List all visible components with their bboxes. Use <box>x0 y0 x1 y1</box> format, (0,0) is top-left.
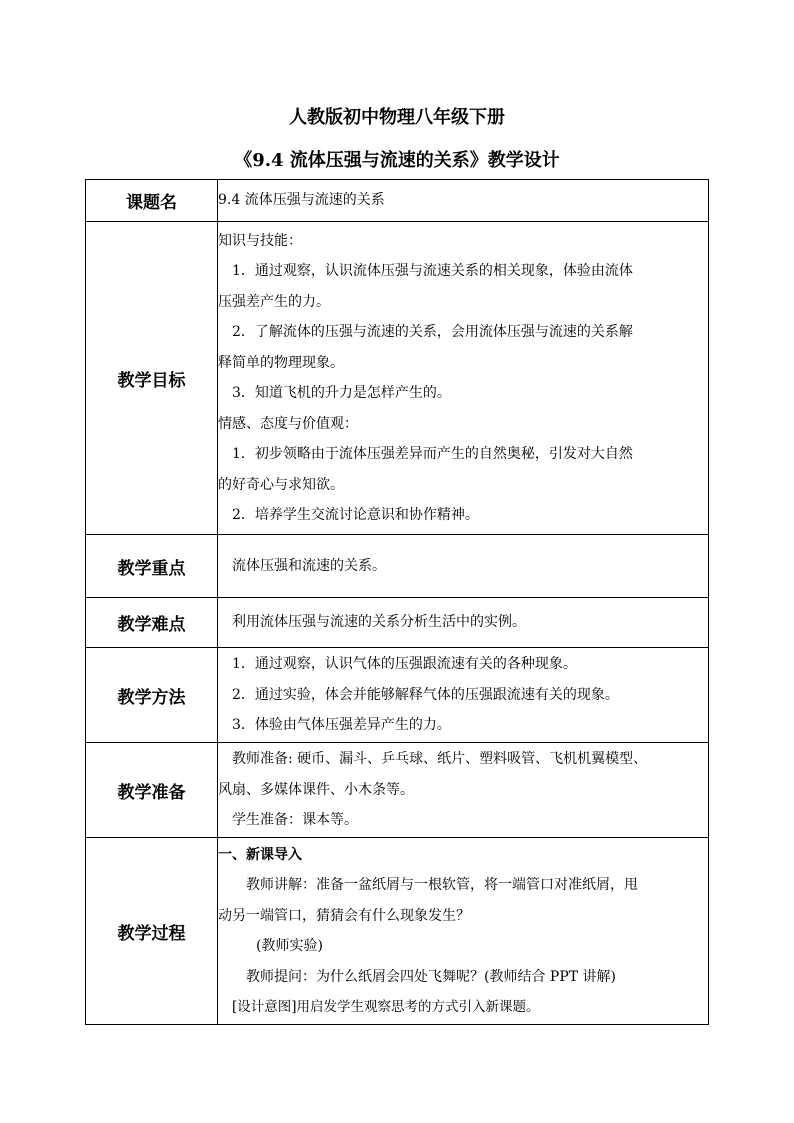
lesson-plan-table <box>85 179 709 1025</box>
row-content-key-point <box>218 535 709 598</box>
table-row-difficulty <box>86 598 709 648</box>
goal-line: 情感、态度与价值观： <box>218 415 358 432</box>
table-row-methods <box>86 648 709 743</box>
row-label-key-point: 教学重点 <box>86 535 218 598</box>
goal-line: 压强差产生的力。 <box>218 293 330 310</box>
preparation-line: 风扇、多媒体课件、小木条等。 <box>218 781 414 798</box>
row-label-process: 教学过程 <box>86 838 218 1025</box>
row-label-methods: 教学方法 <box>86 648 218 743</box>
table-row-topic <box>86 180 709 222</box>
table-row-goals <box>86 222 709 535</box>
topic-text: 9.4 流体压强与流速的关系 <box>218 192 385 209</box>
goal-line: 1．初步领略由于流体压强差异而产生的自然奥秘，引发对大自然 <box>232 446 633 462</box>
process-line: (教师实验) <box>256 938 323 954</box>
document-subtitle: 《9.4 流体压强与流速的关系》教学设计 <box>234 150 560 171</box>
table-row-preparation <box>86 743 709 838</box>
row-content-methods <box>218 648 709 743</box>
key-point-text: 流体压强和流速的关系。 <box>232 557 386 574</box>
row-content-topic <box>218 180 709 222</box>
process-line: 动另一端管口，猜猜会有什么现象发生？ <box>218 907 470 924</box>
goal-line: 2．了解流体的压强与流速的关系，会用流体压强与流速的关系解 <box>232 324 633 340</box>
method-line: 3．体验由气体压强差异产生的力。 <box>232 717 451 734</box>
row-content-process <box>218 838 709 1025</box>
goal-line: 知识与技能： <box>218 232 302 249</box>
method-line: 2．通过实验，体会并能够解释气体的压强跟流速有关的现象。 <box>232 686 619 703</box>
preparation-line: 教师准备: 硬币、漏斗、乒乓球、纸片、塑料吸管、飞机机翼模型、 <box>232 751 648 768</box>
design-intent-note: [设计意图]用启发学生观察思考的方式引入新课题。 <box>232 999 540 1015</box>
process-section-heading: 一、新课导入 <box>218 846 302 863</box>
row-label-goals: 教学目标 <box>86 222 218 535</box>
table-row-process <box>86 838 709 1025</box>
goal-line: 1．通过观察，认识流体压强与流速关系的相关现象，体验由流体 <box>232 263 633 279</box>
row-content-difficulty <box>218 598 709 648</box>
row-content-goals <box>218 222 709 535</box>
preparation-line: 学生准备：课本等。 <box>232 812 358 829</box>
row-label-topic: 课题名 <box>86 180 218 222</box>
document-title: 人教版初中物理八年级下册 <box>289 107 505 128</box>
difficulty-text: 利用流体压强与流速的关系分析生活中的实例。 <box>232 614 526 631</box>
goal-line: 2．培养学生交流讨论意识和协作精神。 <box>232 507 479 523</box>
table-row-key-point <box>86 535 709 598</box>
row-label-preparation: 教学准备 <box>86 743 218 838</box>
goal-line: 3．知道飞机的升力是怎样产生的。 <box>232 385 451 401</box>
goal-line: 的好奇心与求知欲。 <box>218 476 344 493</box>
process-line: 教师讲解：准备一盆纸屑与一根软管，将一端管口对准纸屑，甩 <box>246 877 638 893</box>
process-line: 教师提问：为什么纸屑会四处飞舞呢？(教师结合 PPT 讲解) <box>246 968 617 985</box>
goal-line: 释简单的物理现象。 <box>218 354 344 371</box>
row-label-difficulty: 教学难点 <box>86 598 218 648</box>
method-line: 1．通过观察，认识气体的压强跟流速有关的各种现象。 <box>232 656 577 673</box>
row-content-preparation <box>218 743 709 838</box>
